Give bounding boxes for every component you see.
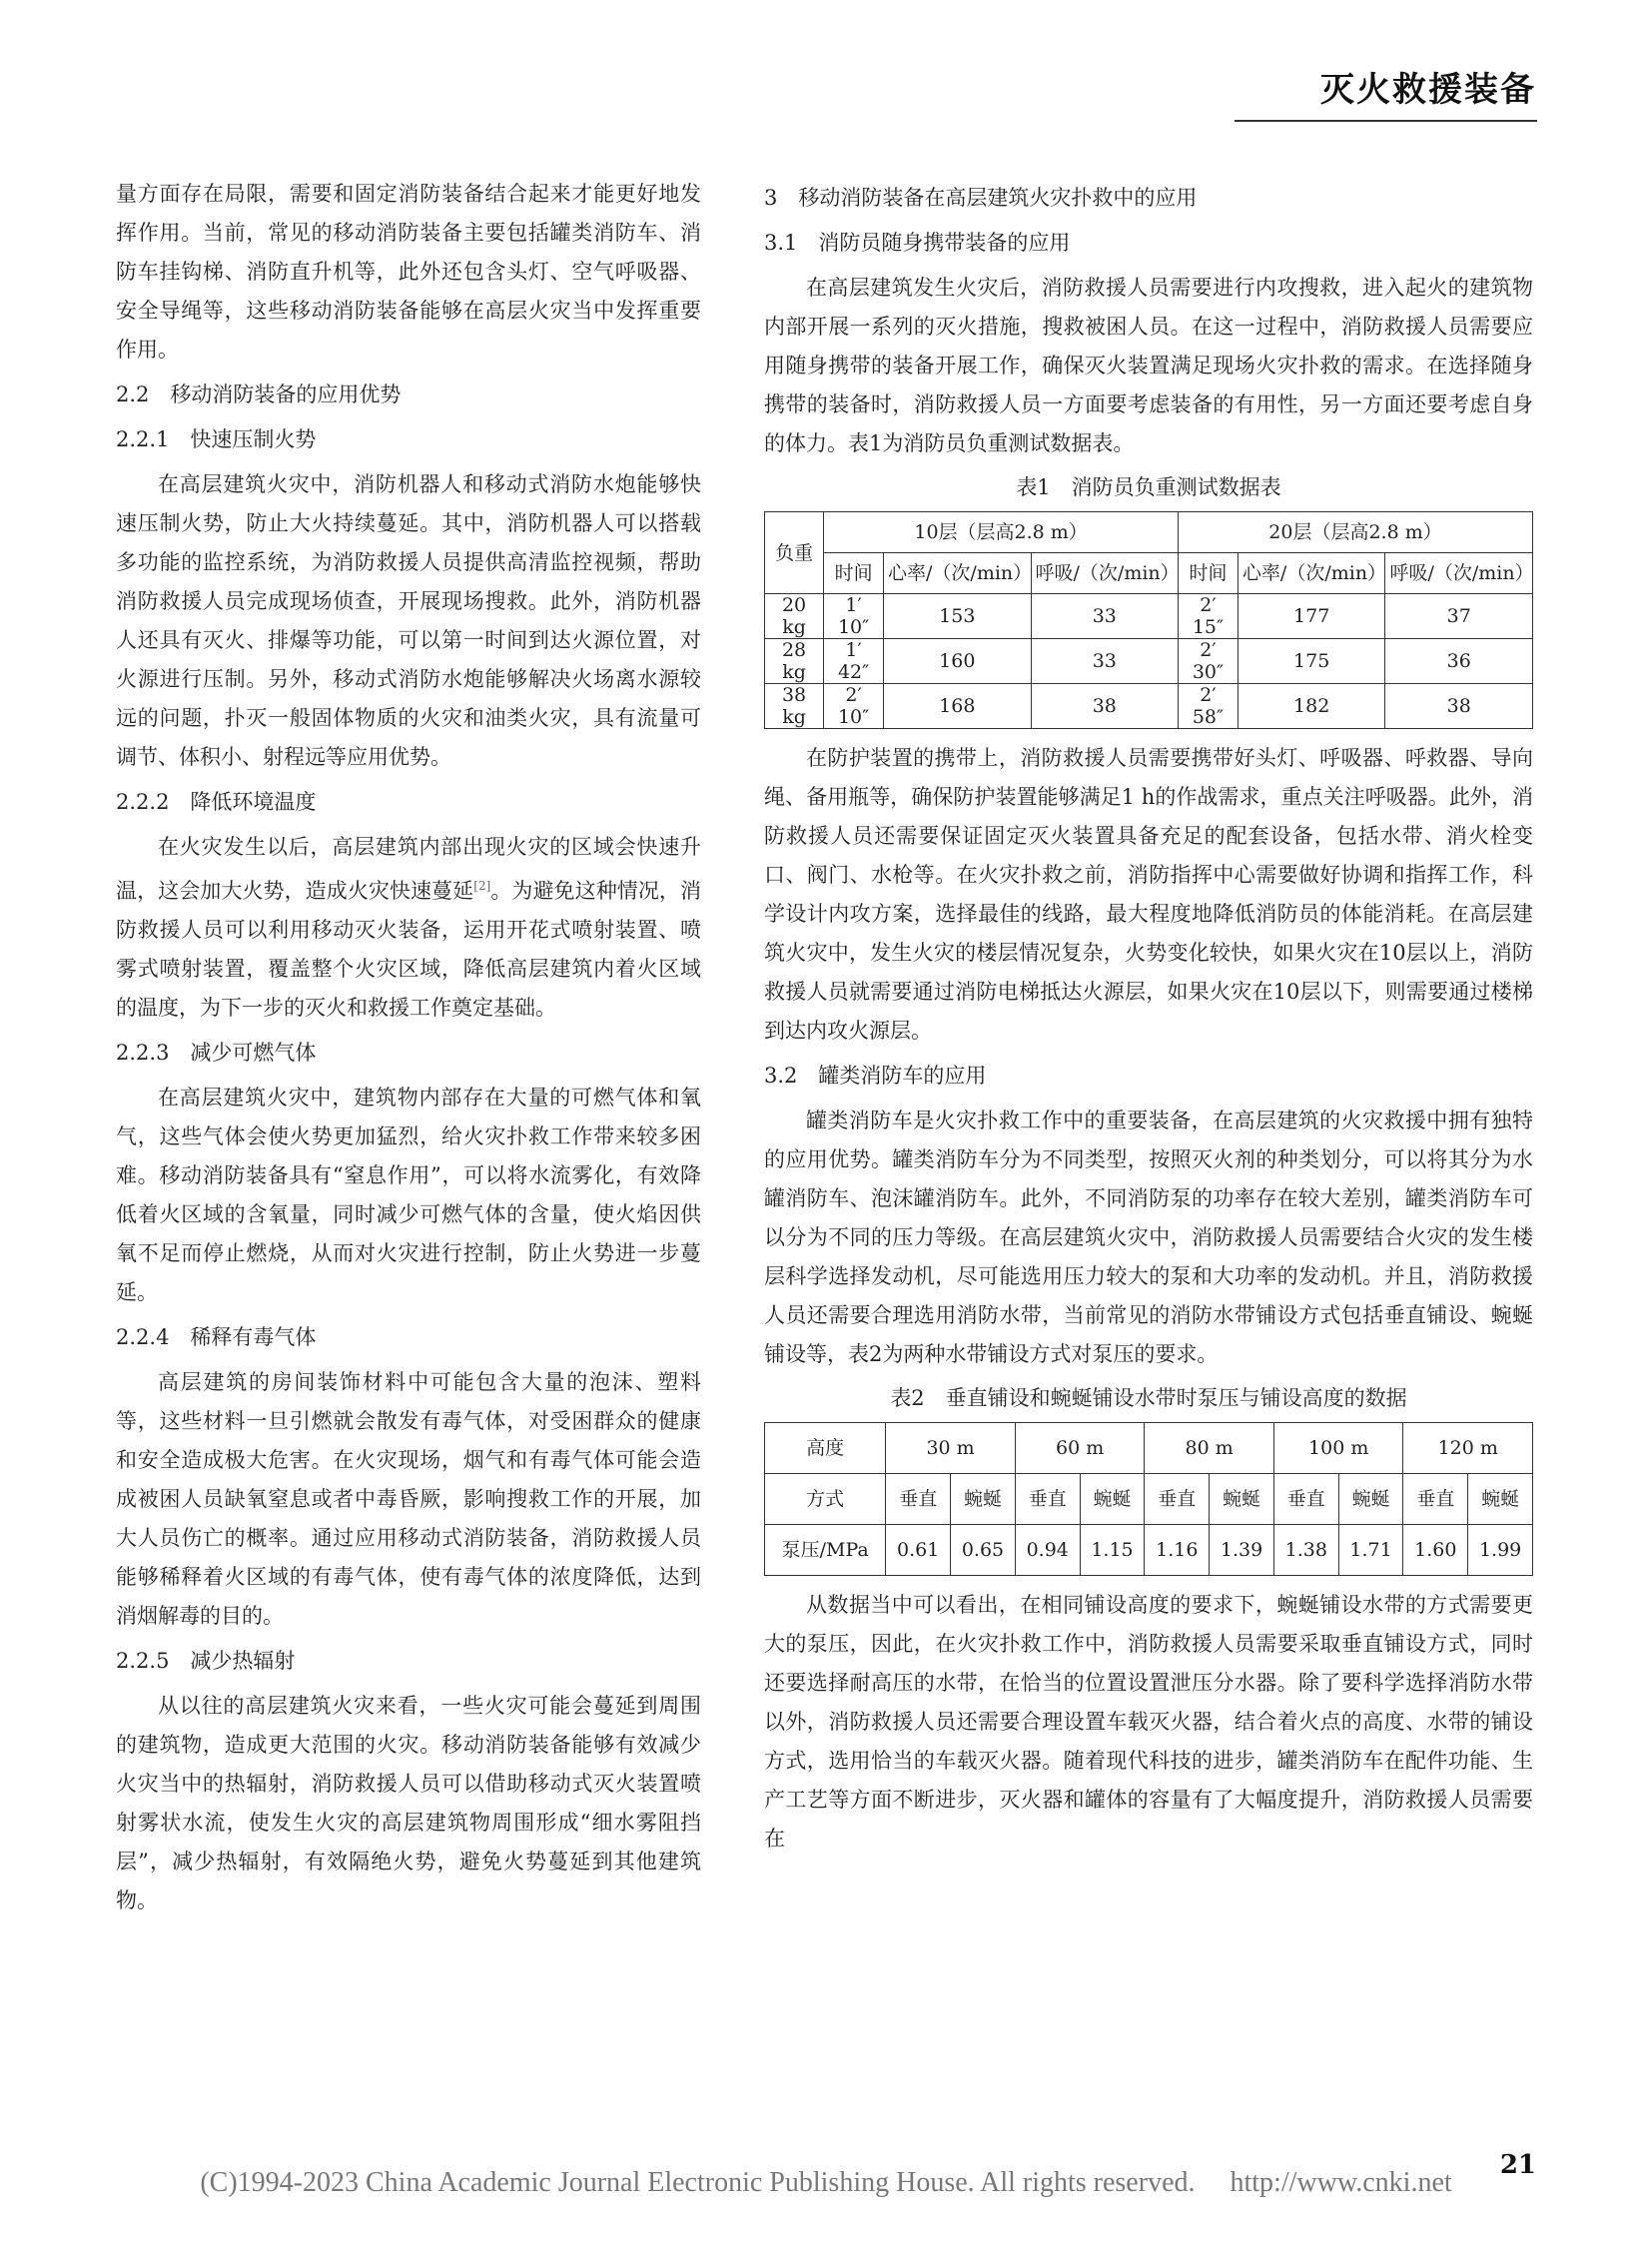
table-cell: 0.94 bbox=[1015, 1525, 1080, 1576]
table-header: 20层（层高2.8 m） bbox=[1179, 512, 1533, 553]
section-heading: 2.2 移动消防装备的应用优势 bbox=[116, 382, 402, 406]
paragraph-text: 。为避免这种情况，消防救援人员可以利用移动灭火装备，运用开花式喷射装置、喷雾式喷射装置，覆盖整个火灾区域，降低高层建筑内着火区域的温度，为下一步的灭火和救援工作奠定基础。 bbox=[116, 879, 702, 1020]
subsection-heading: 3.2 罐类消防车的应用 bbox=[764, 1064, 987, 1088]
table-cell: 1.15 bbox=[1080, 1525, 1145, 1576]
paragraph: 高层建筑的房间装饰材料中可能包含大量的泡沫、塑料等，这些材料一旦引燃就会散发有毒气体，对受困群众的健康和安全造成极大危害。在火灾现场，烟气和有毒气体可能会造成被困人员缺氧窒息或者中毒昏厥，影响搜救工作的开展，加大人员伤亡的概率。通过应用移动式消防装备，消防救援人员能够稀释着火区域的有毒气体，使有毒气体的浓度降低，达到消烟解毒的目的。 bbox=[116, 1370, 701, 1628]
table-header: 100 m bbox=[1273, 1423, 1403, 1474]
paragraph: 从以往的高层建筑火灾来看，一些火灾可能会蔓延到周围的建筑物，造成更大范围的火灾。移动消防装备能够有效减少火灾当中的热辐射，消防救援人员可以借助移动式灭火装置喷射雾状水流，使发生火灾的高层建筑物周围形成“细水雾阻挡层”，减少热辐射，有效隔绝火势，避免火势蔓延到其他建筑物。 bbox=[116, 1694, 701, 1912]
table-header: 60 m bbox=[1015, 1423, 1145, 1474]
table-row bbox=[765, 639, 1533, 684]
table-header: 80 m bbox=[1145, 1423, 1274, 1474]
table-cell: 175 bbox=[1238, 639, 1385, 684]
paragraph: 从数据当中可以看出，在相同铺设高度的要求下，蜿蜒铺设水带的方式需要更大的泵压，因此，在火灾扑救工作中，消防救援人员需要采取垂直铺设方式，同时还要选择耐高压的水带，在恰当的位置设置泄压分水器。除了要科学选择消防水带以外，消防救援人员还需要合理设置车载灭火器，结合着火点的高度、水带的铺设方式，选用恰当的车载灭火器。随着现代科技的进步，罐类消防车在配件功能、生产工艺等方面不断进步，灭火器和罐体的容量有了大幅度提升，消防救援人员需要在 bbox=[764, 1593, 1533, 1851]
table-cell: 1.60 bbox=[1403, 1525, 1468, 1576]
subsection-heading: 2.2.2 降低环境温度 bbox=[116, 790, 317, 814]
table-cell: 38 bbox=[1385, 684, 1533, 729]
right-column bbox=[764, 175, 1533, 1859]
table-header: 心率/（次/min） bbox=[884, 553, 1032, 594]
table-header: 心率/（次/min） bbox=[1238, 553, 1385, 594]
copyright-footer: (C)1994-2023 China Academic Journal Electronic Publishing House. All rights reserved. http://www.cnki.net bbox=[200, 2167, 1452, 2198]
table-header: 高度 bbox=[765, 1423, 886, 1474]
table-cell: 37 bbox=[1385, 594, 1533, 639]
table-header: 垂直 bbox=[1015, 1474, 1080, 1525]
paragraph: 在高层建筑火灾中，消防机器人和移动式消防水炮能够快速压制火势，防止大火持续蔓延。其中，消防机器人可以搭载多功能的监控系统，为消防救援人员提供高清监控视频，帮助消防救援人员完成现场侦查，开展现场搜救。此外，消防机器人还具有灭火、排爆等功能，可以第一时间到达火源位置，对火源进行压制。另外，移动式消防水炮能够解决火场离水源较远的问题，扑灭一般固体物质的火灾和油类火灾，具有流量可调节、体积小、射程远等应用优势。 bbox=[116, 472, 701, 769]
table-header: 蜿蜒 bbox=[951, 1474, 1016, 1525]
table-cell: 153 bbox=[884, 594, 1032, 639]
table-cell: 38 kg bbox=[765, 684, 824, 729]
table-cell: 1′ 10″ bbox=[824, 594, 884, 639]
table-header: 垂直 bbox=[886, 1474, 951, 1525]
table-cell: 1.71 bbox=[1338, 1525, 1403, 1576]
table-header: 蜿蜒 bbox=[1210, 1474, 1274, 1525]
table-cell: 177 bbox=[1238, 594, 1385, 639]
paragraph: 在防护装置的携带上，消防救援人员需要携带好头灯、呼吸器、呼救器、导向绳、备用瓶等，确保防护装置能够满足1 h的作战需求，重点关注呼吸器。此外，消防救援人员还需要保证固定灭火装置具备充足的配套设备，包括水带、消火栓变口、阀门、水枪等。在火灾扑救之前，消防指挥中心需要做好协调和指挥工作，科学设计内攻方案，选择最佳的线路，最大程度地降低消防员的体能消耗。在高层建筑火灾中，发生火灾的楼层情况复杂，火势变化较快，如果火灾在10层以上，消防救援人员就需要通过消防电梯抵达火源层，如果火灾在10层以下，则需要通过楼梯到达内攻火源层。 bbox=[764, 746, 1533, 1043]
table-cell: 1.39 bbox=[1210, 1525, 1274, 1576]
table-header: 120 m bbox=[1403, 1423, 1533, 1474]
subsection-heading: 3.1 消防员随身携带装备的应用 bbox=[764, 231, 1071, 255]
table-header: 呼吸/（次/min） bbox=[1031, 553, 1179, 594]
table-header: 时间 bbox=[824, 553, 884, 594]
subsection-heading: 2.2.3 减少可燃气体 bbox=[116, 1041, 317, 1065]
page-number: 21 bbox=[1499, 2150, 1536, 2180]
table-cell: 28 kg bbox=[765, 639, 824, 684]
load-test-table bbox=[764, 511, 1533, 729]
table-row bbox=[765, 594, 1533, 639]
citation-ref[interactable]: [2] bbox=[473, 879, 491, 893]
paragraph: 罐类消防车是火灾扑救工作中的重要装备，在高层建筑的火灾救援中拥有独特的应用优势。罐类消防车分为不同类型，按照灭火剂的种类划分，可以将其分为水罐消防车、泡沫罐消防车。此外，不同消防泵的功率存在较大差别，罐类消防车可以分为不同的压力等级。在高层建筑火灾中，消防救援人员需要结合火灾的发生楼层科学选择发动机，尽可能选用压力较大的泵和大功率的发动机。并且，消防救援人员还需要合理选用消防水带，当前常见的消防水带铺设方式包括垂直铺设、蜿蜒铺设等，表2为两种水带铺设方式对泵压的要求。 bbox=[764, 1109, 1533, 1366]
table-row bbox=[765, 684, 1533, 729]
table-header: 方式 bbox=[765, 1474, 886, 1525]
paragraph: 量方面存在局限，需要和固定消防装备结合起来才能更好地发挥作用。当前，常见的移动消防装备主要包括罐类消防车、消防车挂钩梯、消防直升机等，此外还包含头灯、空气呼吸器、安全导绳等，这些移动消防装备能够在高层火灾当中发挥重要作用。 bbox=[116, 182, 701, 362]
header-divider bbox=[1235, 120, 1537, 122]
subsection-heading: 2.2.5 减少热辐射 bbox=[116, 1649, 296, 1673]
table-caption: 表1 消防员负重测试数据表 bbox=[1016, 475, 1281, 499]
table-cell: 2′ 15″ bbox=[1179, 594, 1239, 639]
section-heading: 3 移动消防装备在高层建筑火灾扑救中的应用 bbox=[764, 186, 1198, 210]
table-cell: 168 bbox=[884, 684, 1032, 729]
subsection-heading: 2.2.1 快速压制火势 bbox=[116, 427, 317, 451]
table-header: 蜿蜒 bbox=[1080, 1474, 1145, 1525]
table-header: 泵压/MPa bbox=[765, 1525, 886, 1576]
table-cell: 20 kg bbox=[765, 594, 824, 639]
paragraph-text: 在火灾发生以后，高层建筑内部出现火灾的区域会快速升温，这会加大火势，造成火灾快速蔓延 bbox=[116, 835, 701, 903]
table-header: 负重 bbox=[765, 512, 824, 594]
table-header: 10层（层高2.8 m） bbox=[824, 512, 1179, 553]
table-header: 蜿蜒 bbox=[1338, 1474, 1403, 1525]
table-cell: 1.99 bbox=[1468, 1525, 1533, 1576]
table-cell: 1.16 bbox=[1145, 1525, 1210, 1576]
table-header: 30 m bbox=[886, 1423, 1016, 1474]
left-column bbox=[116, 175, 701, 1920]
pump-pressure-table bbox=[764, 1422, 1533, 1576]
table-cell: 0.61 bbox=[886, 1525, 951, 1576]
paragraph: 在高层建筑发生火灾后，消防救援人员需要进行内攻搜救，进入起火的建筑物内部开展一系列的灭火措施，搜救被困人员。在这一过程中，消防救援人员需要应用随身携带的装备开展工作，确保灭火装置满足现场火灾扑救的需求。在选择随身携带的装备时，消防救援人员一方面要考虑装备的有用性，另一方面还要考虑自身的体力。表1为消防员负重测试数据表。 bbox=[764, 276, 1533, 455]
paragraph: 在高层建筑火灾中，建筑物内部存在大量的可燃气体和氧气，这些气体会使火势更加猛烈，给火灾扑救工作带来较多困难。移动消防装备具有“窒息作用”，可以将水流雾化，有效降低着火区域的含氧量，同时减少可燃气体的含量，使火焰因供氧不足而停止燃烧，从而对火灾进行控制，防止火势进一步蔓延。 bbox=[116, 1086, 701, 1304]
table-cell: 33 bbox=[1031, 594, 1179, 639]
section-title: 灭火救援装备 bbox=[1320, 70, 1536, 110]
table-cell: 2′ 10″ bbox=[824, 684, 884, 729]
table-header: 垂直 bbox=[1273, 1474, 1338, 1525]
table-header: 呼吸/（次/min） bbox=[1385, 553, 1533, 594]
paragraph bbox=[116, 828, 701, 1028]
table-header: 垂直 bbox=[1403, 1474, 1468, 1525]
table-header: 蜿蜒 bbox=[1468, 1474, 1533, 1525]
table-cell: 36 bbox=[1385, 639, 1533, 684]
table-cell: 2′ 58″ bbox=[1179, 684, 1239, 729]
table-cell: 1′ 42″ bbox=[824, 639, 884, 684]
table-cell: 182 bbox=[1238, 684, 1385, 729]
table-cell: 2′ 30″ bbox=[1179, 639, 1239, 684]
table-row bbox=[765, 1525, 1533, 1576]
table-cell: 33 bbox=[1031, 639, 1179, 684]
table-header: 垂直 bbox=[1145, 1474, 1210, 1525]
table-cell: 1.38 bbox=[1273, 1525, 1338, 1576]
table-cell: 160 bbox=[884, 639, 1032, 684]
subsection-heading: 2.2.4 稀释有毒气体 bbox=[116, 1325, 317, 1349]
table-cell: 38 bbox=[1031, 684, 1179, 729]
table-cell: 0.65 bbox=[951, 1525, 1016, 1576]
table-caption: 表2 垂直铺设和蜿蜒铺设水带时泵压与铺设高度的数据 bbox=[890, 1386, 1407, 1410]
table-header: 时间 bbox=[1179, 553, 1239, 594]
